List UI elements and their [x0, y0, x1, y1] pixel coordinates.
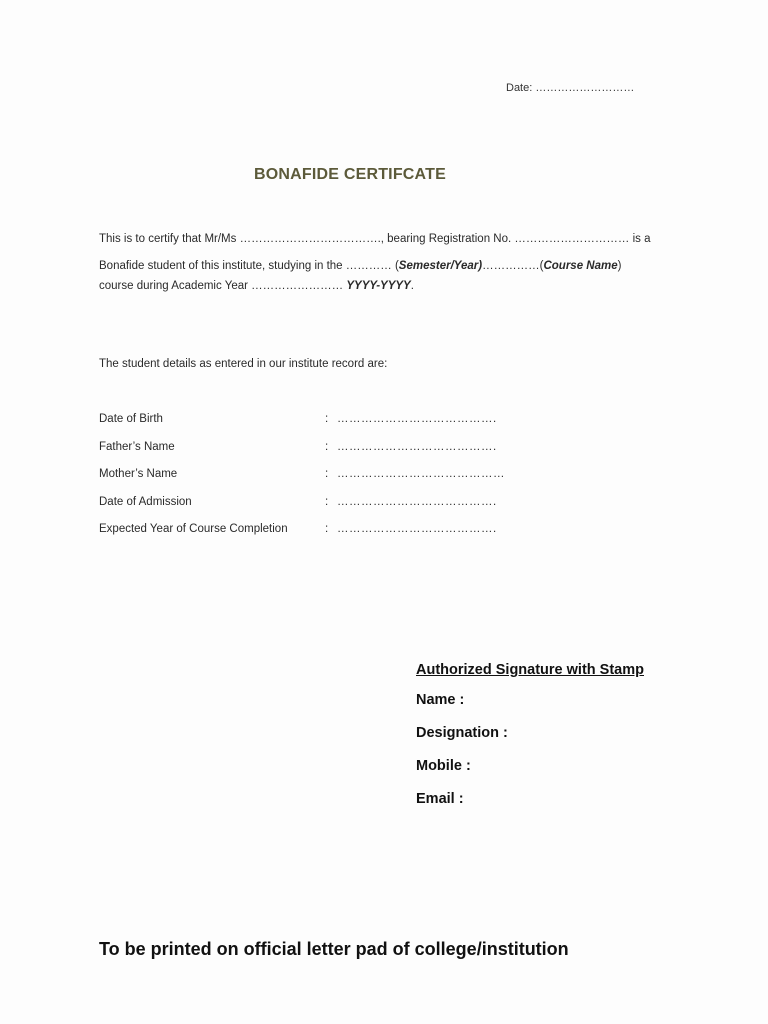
student-course-line — [99, 256, 659, 276]
detail-row-mother — [99, 465, 519, 493]
document-title: BONAFIDE CERTIFCATE — [254, 166, 446, 183]
period: . — [410, 280, 414, 292]
detail-colon: : — [325, 523, 329, 535]
detail-value: …………………………………… — [337, 468, 505, 480]
certify-paragraph — [99, 256, 659, 296]
detail-colon: : — [325, 468, 329, 480]
signatory-mobile: Mobile : — [416, 758, 471, 774]
academic-year-placeholder: YYYY-YYYY — [346, 280, 411, 292]
signature-heading: Authorized Signature with Stamp — [416, 662, 644, 678]
course-name-placeholder: Course Name — [543, 260, 618, 272]
course-line-text — [99, 256, 621, 276]
detail-label: Date of Birth — [99, 413, 163, 425]
detail-colon: : — [325, 440, 329, 453]
detail-label: Mother’s Name — [99, 468, 178, 480]
detail-row-father — [99, 438, 519, 466]
detail-label: Father’s Name — [99, 440, 175, 453]
course-dots: ……………( — [482, 260, 544, 272]
signature-block — [416, 662, 644, 824]
signatory-email: Email : — [416, 791, 464, 807]
academic-year-text: course during Academic Year …………………… — [99, 280, 347, 292]
detail-row-dob — [99, 410, 519, 438]
detail-value: …………………………………. — [337, 440, 497, 453]
studying-text: Bonafide student of this institute, studying in the ………… ( — [99, 260, 399, 272]
detail-label: Expected Year of Course Completion — [99, 523, 288, 535]
detail-value: …………………………………. — [337, 523, 497, 535]
details-intro: The student details as entered in our institute record are: — [99, 358, 388, 370]
detail-row-completion — [99, 520, 519, 548]
signatory-designation: Designation : — [416, 725, 508, 741]
close-paren: ) — [617, 260, 622, 272]
detail-label: Date of Admission — [99, 495, 192, 508]
detail-colon: : — [325, 413, 329, 425]
academic-year-line — [99, 276, 659, 296]
student-details-list — [99, 410, 519, 548]
detail-row-admission — [99, 493, 519, 521]
semester-year-placeholder: Semester/Year) — [398, 260, 483, 272]
detail-value: …………………………………. — [337, 413, 497, 425]
detail-colon: : — [325, 495, 329, 508]
signatory-name: Name : — [416, 692, 465, 708]
date-field: Date: ……………………… — [506, 82, 635, 94]
certify-line: This is to certify that Mr/Ms ………………………………., bearing Registration No. ………………………… is a — [99, 233, 651, 245]
detail-value: …………………………………. — [337, 495, 497, 508]
print-instruction: To be printed on official letter pad of college/institution — [99, 939, 569, 959]
